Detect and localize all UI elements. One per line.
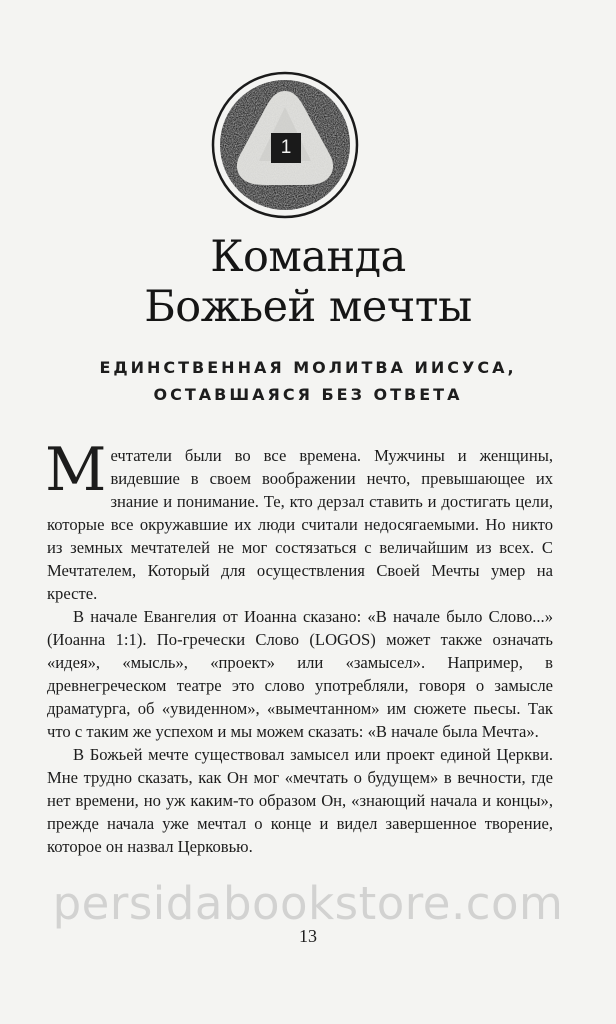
chapter-title-line-2: Божьей мечты	[144, 282, 472, 332]
body-text	[45, 435, 553, 858]
chapter-subtitle-line-1: ЕДИНСТВЕННАЯ МОЛИТВА ИИСУСА,	[99, 358, 517, 377]
paragraph-3: В Божьей мечте существовал замысел или проект единой Церкви. Мне трудно сказать, как Он мог «мечтать о будущем» в вечности, где нет времени, но уж каким-то образом Он, «знающий начала и концы», прежде начала уже мечтал о конце и видел завершенное творение, которое он назвал Церковью.	[47, 745, 553, 856]
chapter-title	[0, 232, 616, 332]
watermark: persidabookstore.com	[52, 877, 564, 930]
drop-cap: М	[45, 435, 107, 505]
paragraph-1	[45, 435, 553, 605]
chapter-title-line-1: Команда	[210, 232, 406, 282]
chapter-number: 1	[271, 133, 301, 163]
chapter-subtitle-line-2: ОСТАВШАЯСЯ БЕЗ ОТВЕТА	[153, 385, 463, 404]
chapter-subtitle	[0, 354, 616, 408]
paragraph-1-text: ечтатели были во все времена. Мужчины и женщины, видевшие в своем воображении нечто, превышающее их знание и понимание. Те, кто дерзал ставить и достигать цели, которые все окружавшие их люди считали недосягаемыми. Но никто из земных мечтателей не мог состязаться с величайшим из всех. С Мечтателем, Который для осуществления Своей Мечты умер на кресте.	[47, 446, 553, 603]
paragraph-2: В начале Евангелия от Иоанна сказано: «В начале было Слово...» (Иоанна 1:1). По-гречески Слово (LOGOS) может также означать «идея», «мысль», «проект» или «замысел». Например, в древнегреческом театре это слово употребляли, говоря о замысле драматурга, об «увиденном», «вымечтанном» им сюжете пьесы. Так что с таким же успехом и мы можем сказать: «В начале была Мечта».	[47, 607, 553, 741]
page-number: 13	[299, 926, 317, 946]
